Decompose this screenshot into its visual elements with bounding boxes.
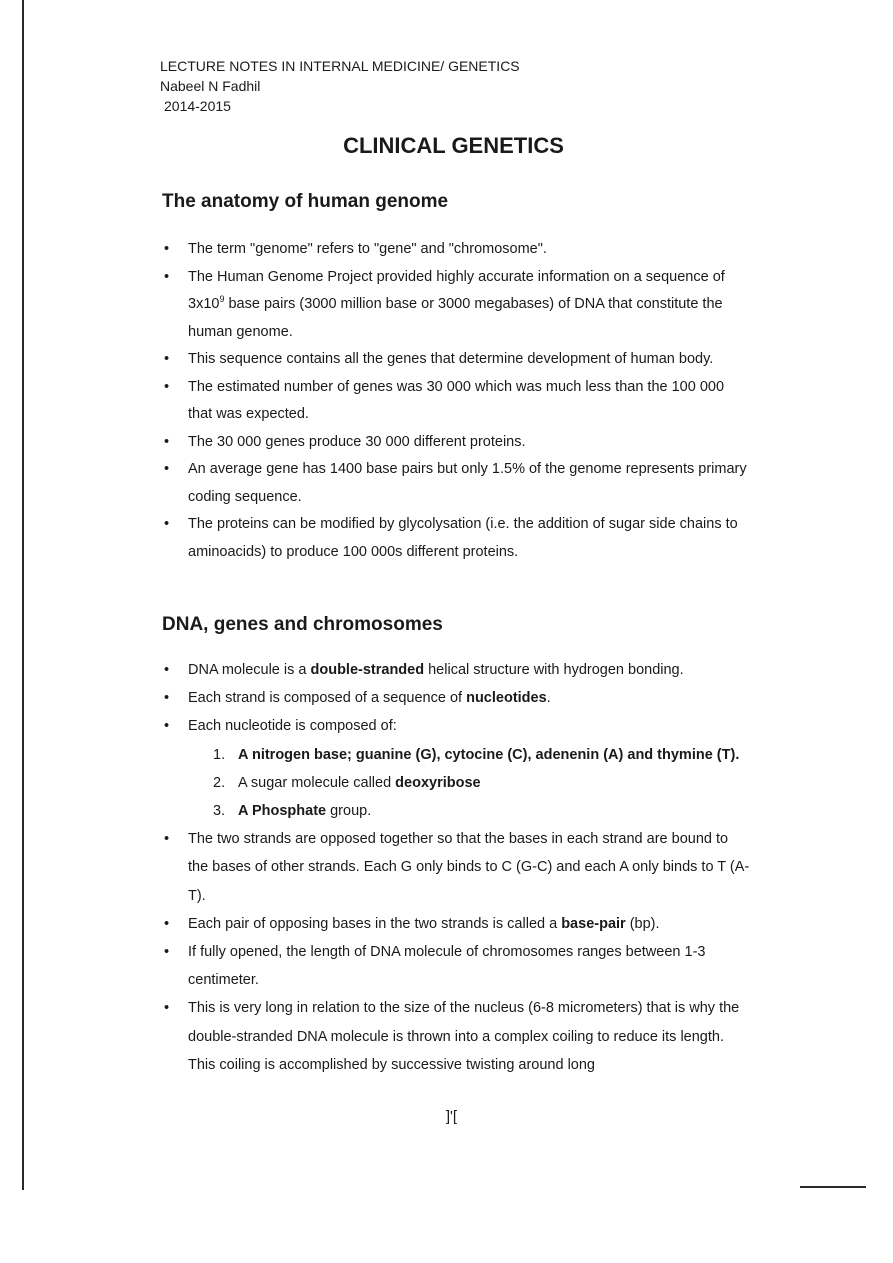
list-item: • The proteins can be modified by glycolysation (i.e. the addition of sugar side chains to aminoacids) to produce 100 000s different proteins.: [164, 516, 738, 560]
list-item: • Each nucleotide is composed of: 1. A nitrogen base; guanine (G), cytocine (C), adenenin (A) and thymine (T). 2. A sugar molecule called deoxyribose 3. A Phosphate group.: [162, 712, 752, 825]
list-item: 2. A sugar molecule called deoxyribose: [213, 774, 481, 791]
list-item: • The term "genome" refers to "gene" and "chromosome".: [164, 241, 547, 257]
section-heading-dna: DNA, genes and chromosomes: [162, 614, 443, 635]
page-title: CLINICAL GENETICS: [343, 133, 564, 158]
list-item: • Each strand is composed of a sequence of nucleotides.: [164, 690, 551, 707]
document-header: [160, 56, 520, 116]
nucleotide-components-list: [188, 741, 752, 826]
list-item: • This is very long in relation to the size of the nucleus (6-8 micrometers) that is why the double-stranded DNA molecule is thrown into a complex coiling to reduce its length. This coiling is accomplished by successive twisting around long: [164, 1000, 740, 1073]
header-year: 2014-2015: [164, 98, 231, 114]
dna-bullet-list: [162, 656, 752, 1079]
list-item: • The two strands are opposed together so that the bases in each strand are bound to the bases of other strands. Each G only binds to C (G-C) and each A only binds to T (A-T).: [164, 831, 750, 904]
header-course: LECTURE NOTES IN INTERNAL MEDICINE/ GENETICS: [160, 58, 520, 74]
scan-edge-left: [22, 0, 24, 1190]
list-item: • Each pair of opposing bases in the two strands is called a base-pair (bp).: [164, 915, 660, 932]
genome-bullet-list: [162, 236, 752, 566]
list-item: • If fully opened, the length of DNA molecule of chromosomes ranges between 1-3 centimeter.: [164, 944, 706, 989]
header-author: Nabeel N Fadhil: [160, 78, 261, 94]
list-item: • The 30 000 genes produce 30 000 different proteins.: [164, 433, 526, 450]
list-item: 1. A nitrogen base; guanine (G), cytocine (C), adenenin (A) and thymine (T).: [213, 746, 740, 763]
list-item: • The Human Genome Project provided highly accurate information on a sequence of $3x10^9$ base pairs (3000 million base or 3000 megabases) of DNA that constitute the human genome.: [164, 268, 725, 340]
list-item: 3. A Phosphate group.: [213, 803, 372, 820]
page-number: ]'[: [445, 1108, 458, 1125]
list-item: • This sequence contains all the genes that determine development of human body.: [164, 351, 714, 367]
scan-edge-bottom-right: [800, 1186, 866, 1188]
section-heading-genome: The anatomy of human genome: [162, 191, 449, 212]
list-item: • An average gene has 1400 base pairs but only 1.5% of the genome represents primary coding sequence.: [164, 461, 747, 505]
list-item: • The estimated number of genes was 30 000 which was much less than the 100 000 that was expected.: [164, 378, 725, 422]
list-item: • DNA molecule is a double-stranded helical structure with hydrogen bonding.: [164, 662, 684, 678]
